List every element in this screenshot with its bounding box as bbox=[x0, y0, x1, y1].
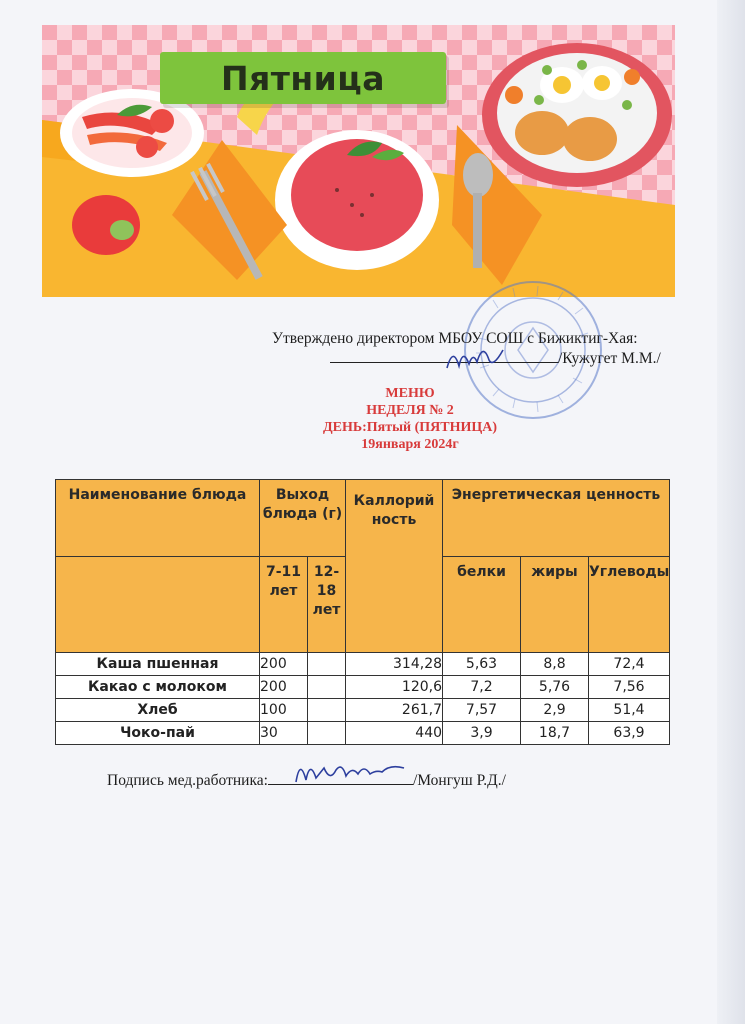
menu-day: ДЕНЬ:Пятый (ПЯТНИЦА) bbox=[322, 420, 498, 435]
proteins-value: 7,2 bbox=[443, 676, 521, 699]
fats-value: 18,7 bbox=[521, 722, 589, 745]
header-output: Выход блюда (г) bbox=[260, 480, 346, 557]
header-fats: жиры bbox=[521, 557, 589, 653]
proteins-value: 7,57 bbox=[443, 699, 521, 722]
calories-value: 120,6 bbox=[346, 676, 443, 699]
output-12-18 bbox=[308, 676, 346, 699]
header-blank bbox=[56, 557, 260, 653]
approval-text: Утверждено директором МБОУ СОШ с Бижиктиг-Хая: bbox=[272, 330, 638, 347]
proteins-value: 3,9 bbox=[443, 722, 521, 745]
output-12-18 bbox=[308, 653, 346, 676]
carbs-value: 63,9 bbox=[589, 722, 670, 745]
output-12-18 bbox=[308, 722, 346, 745]
menu-title: МЕНЮ bbox=[385, 386, 435, 401]
dish-name: Каша пшенная bbox=[56, 653, 260, 676]
dish-name: Какао с молоком bbox=[56, 676, 260, 699]
dish-name: Хлеб bbox=[56, 699, 260, 722]
menu-date: 19января 2024г bbox=[361, 437, 459, 452]
fats-value: 2,9 bbox=[521, 699, 589, 722]
header-age-12-18: 12-18 лет bbox=[308, 557, 346, 653]
menu-week: НЕДЕЛЯ № 2 bbox=[366, 403, 454, 418]
director-signature bbox=[445, 338, 505, 378]
proteins-value: 5,63 bbox=[443, 653, 521, 676]
day-title-tab bbox=[160, 52, 446, 104]
signature-blank bbox=[330, 348, 558, 363]
nurse-signature bbox=[290, 752, 410, 788]
table-row bbox=[56, 699, 670, 722]
output-12-18 bbox=[308, 699, 346, 722]
day-title: Пятница bbox=[220, 58, 386, 98]
header-dish-name: Наименование блюда bbox=[56, 480, 260, 557]
header-calories: Каллорий ность bbox=[346, 480, 443, 653]
carbs-value: 72,4 bbox=[589, 653, 670, 676]
table-row bbox=[56, 722, 670, 745]
output-7-11: 30 bbox=[260, 722, 308, 745]
output-7-11: 200 bbox=[260, 676, 308, 699]
fats-value: 8,8 bbox=[521, 653, 589, 676]
calories-value: 261,7 bbox=[346, 699, 443, 722]
header-proteins: белки bbox=[443, 557, 521, 653]
table-row bbox=[56, 676, 670, 699]
output-7-11: 100 bbox=[260, 699, 308, 722]
carbs-value: 7,56 bbox=[589, 676, 670, 699]
header-carbs: Углеводы bbox=[589, 557, 670, 653]
output-7-11: 200 bbox=[260, 653, 308, 676]
dish-name: Чоко-пай bbox=[56, 722, 260, 745]
menu-table bbox=[55, 479, 670, 745]
calories-value: 440 bbox=[346, 722, 443, 745]
nurse-name: /Монгуш Р.Д./ bbox=[412, 772, 506, 789]
menu-banner bbox=[42, 25, 675, 297]
header-energy-value: Энергетическая ценность bbox=[443, 480, 670, 557]
page-edge bbox=[717, 0, 745, 1024]
nurse-label: Подпись мед.работника: bbox=[107, 772, 268, 789]
calories-value: 314,28 bbox=[346, 653, 443, 676]
header-age-7-11: 7-11 лет bbox=[260, 557, 308, 653]
carbs-value: 51,4 bbox=[589, 699, 670, 722]
director-name: /Кужугет М.М./ bbox=[558, 350, 661, 367]
table-row bbox=[56, 653, 670, 676]
fats-value: 5,76 bbox=[521, 676, 589, 699]
